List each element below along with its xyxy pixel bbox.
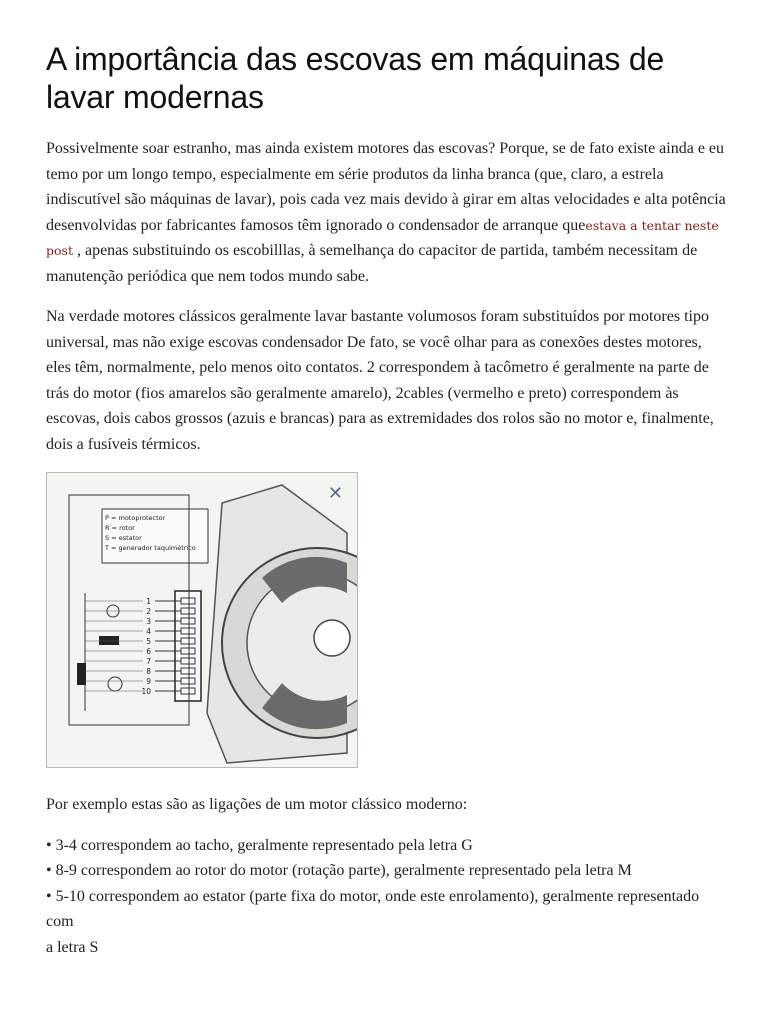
terminal-label: 5 [146,637,151,646]
rotor-symbol [108,677,122,691]
terminal-label: 8 [146,667,151,676]
list-item: • 3-4 correspondem ao tacho, geralmente representado pela letra G [46,836,473,854]
terminal-label: 10 [141,687,151,696]
paragraph-intro-text: Possivelmente soar estranho, mas ainda existem motores das escovas? Porque, se de fato existe ainda e eu temo por um longo tempo, especialmente em série produtos da linha branca (que, claro, a estrela indiscutível são máquinas de lavar), pois cada vez mais devido à girar em altas velocidades e alta potência desenvolvidas por fabricantes famosos têm ignorado o condensador de arranque que [46,140,726,234]
legend-line: R = rotor [105,524,135,532]
terminal-label: 7 [146,657,151,666]
paragraph-example: Por exemplo estas são as ligações de um motor clássico moderno: [46,796,468,813]
motor-wiring-diagram [46,472,358,768]
post-link[interactable]: estava a tentar neste post [46,217,719,258]
list-item: • 5-10 correspondem ao estator (parte fixa do motor, onde este enrolamento), geralmente representado com [46,887,700,930]
terminal-label: 2 [146,607,151,616]
list-item: • 8-9 correspondem ao rotor do motor (rotação parte), geralmente representado pela letra M [46,862,632,879]
terminal-label: 6 [146,647,151,656]
close-icon[interactable]: ✕ [327,483,343,504]
paragraph-intro-text-end: , apenas substituindo os escobilllas, à semelhança do capacitor de partida, também necessitam de manutenção periódica que nem todos mundo sabe. [46,242,698,285]
terminal-label: 4 [146,627,151,636]
connection-list [46,833,728,961]
terminal-label: 9 [146,677,151,686]
list-item-tail: a letra S [46,938,99,956]
schematic-wires [85,601,181,691]
paragraph-intro [46,136,728,289]
terminal-label: 3 [146,617,151,626]
diagram-drawing [47,473,357,767]
legend-line: S = estator [105,534,142,542]
stator-symbol [99,636,119,645]
legend-line: P = motoprotector [105,514,166,522]
paragraph-motors: Na verdade motores clássicos geralmente lavar bastante volumosos foram substituídos por motores tipo universal, mas não exige escovas condensador De fato, se você olhar para as conexões destes motores, eles têm, normalmente, pelo menos oito contatos. 2 correspondem à tacômetro é geralmente na parte de trás do motor (fios amarelos são geralmente amarelo), 2cables (vermelho e preto) correspondem às escovas, dois cabos grossos (azuis e brancas) para as extremidades dos rolos são no motor e, finalmente, dois a fusíveis térmicos. [46,308,714,453]
article [46,40,728,960]
legend-line: T = generador taquimétrico [105,544,196,552]
article-title: A importância das escovas em máquinas de lavar modernas [46,41,665,115]
terminal-label: 1 [146,597,151,606]
shaft [314,620,350,656]
stator-symbol-2 [77,663,86,685]
